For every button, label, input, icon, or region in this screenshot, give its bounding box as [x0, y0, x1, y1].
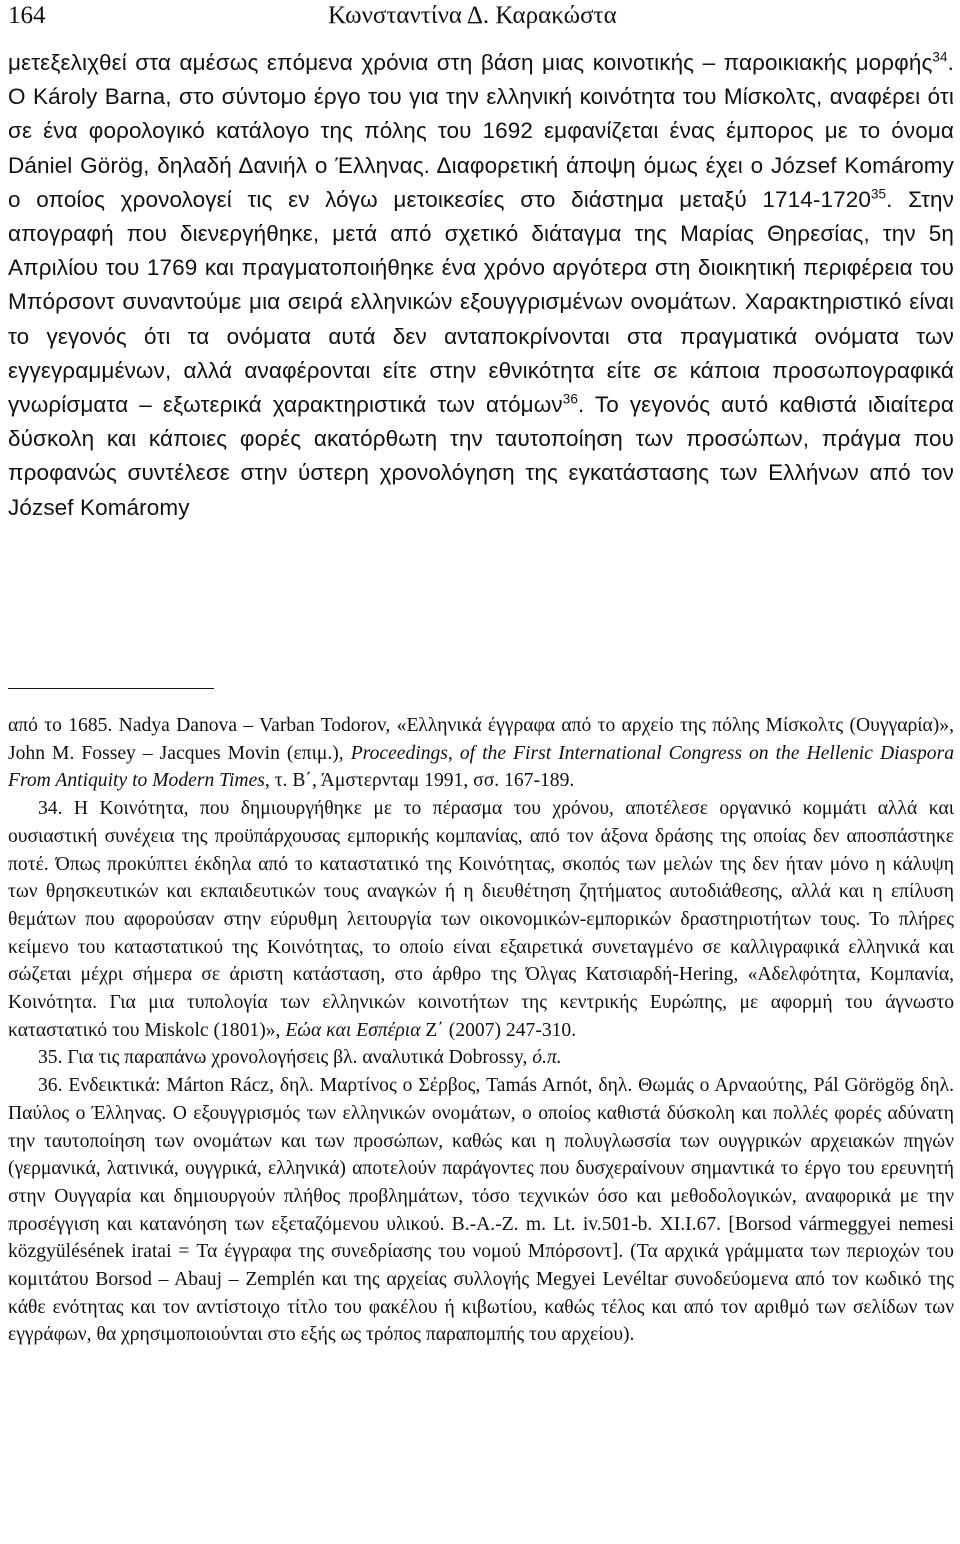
main-paragraph [8, 46, 954, 525]
footnotes [8, 712, 954, 1349]
footnote-ref-34: 34 [932, 49, 948, 65]
footnote-text: 34. Η Κοινότητα, που δημιουργήθηκε με το πέρασμα του χρόνου, αποτέλεσε οργανικό κομμάτι αλλά και ουσιαστική συνέχεια της προϋπάρχουσας εμπορικής κομπανίας, από τον άξονα δράσης της οποίας δεν αποσπάστηκε ποτέ. Όπως προκύπτει έκδηλα από το καταστατικό της Κοινότητας, σκοπός των μελών της δεν ήταν μόνο η κάλυψη των θρησκευτικών και εκπαιδευτικών τους αναγκών ή η διευθέτηση ζητήματος αυτοδιάθεσης, αλλά και η επίλυση θεμάτων που αφορούσαν στην εύρυθμη λειτουργία των οικονομικών-εμπορικών δραστηριοτήτων τους. Το πλήρες κείμενο του καταστατικού της Κοινότητας, το οποίο είναι εξαιρετικά συνεταγμένο σε καλλιγραφικά ελληνικά και σώζεται μέχρι σήμερα σε άριστη κατάσταση, στο άρθρο της Όλγας Κατσιαρδή-Hering, «Αδελφότητα, Κομπανία, Κοινότητα. Για μια τυπολογία των ελληνικών κοινοτήτων της κεντρικής Ευρώπης, με αφορμή του άγνωστο καταστατικό του Miskolc (1801)», [8, 798, 954, 1041]
page-number: 164 [8, 2, 46, 29]
footnote-separator [8, 688, 214, 689]
footnote-italic-title: Proceedings, of the First International Congress on the Hellenic Diaspora From Antiquity to Modern Times [8, 742, 954, 792]
text-segment: μετεξελιχθεί στα αμέσως επόμενα χρόνια στη βάση μιας κοινοτικής – παροικιακής μορφής [8, 50, 933, 75]
footnote-ref-36: 36 [562, 391, 578, 407]
footnote-text: 35. Για τις παραπάνω χρονολογήσεις βλ. αναλυτικά Dobrossy, [38, 1047, 533, 1069]
text-segment: . Ο Károly Barna, στο σύντομο έργο του για την ελληνική κοινότητα του Μίσκολτς, αναφέρει ότι σε ένα φορολογικό κατάλογο της πόλης του 1692 εμφανίζεται ένας έμπορος με το όνομα Dániel Görög, δηλαδή Δανιήλ ο Έλληνας. Διαφορετική άποψη όμως έχει ο József Komáromy ο οποίος χρονολογεί τις εν λόγω μετοικεσίες στο διάστημα μεταξύ 1714-1720 [8, 50, 954, 212]
footnote-ref-35: 35 [870, 186, 887, 202]
page-header [8, 0, 952, 40]
text-segment: . Το γεγονός αυτό καθιστά ιδιαίτερα δύσκολη και κάποιες φορές ακατόρθωτη την ταυτοποίηση των προσώπων, πράγμα που προφανώς συντέλεσε στην ύστερη χρονολόγηση της εγκατάστασης των Ελλήνων από τον József Komáromy [8, 392, 954, 520]
text-segment: . Στην απογραφή που διενεργήθηκε, μετά από σχετικό διάταγμα της Μαρίας Θηρεσίας, την 5η Απριλίου του 1769 και πραγματοποιήθηκε ένα χρόνο αργότερα στη διοικητική περιφέρεια του Μπόρσοντ συναντούμε μια σειρά ελληνικών εξουγγρισμένων ονομάτων. Χαρακτηριστικό είναι το γεγονός ότι τα ονόματα αυτά δεν ανταποκρίνονται στα πραγματικά ονόματα των εγγεγραμμένων, αλλά αναφέρονται είτε στην εθνικότητα είτε σε κάποια προσωπογραφικά γνωρίσματα – εξωτερικά χαρακτηριστικά των ατόμων [8, 186, 954, 418]
footnote-italic-title: Εώα και Εσπέρια [285, 1019, 421, 1041]
footnote-text: , τ. Β΄, Άμστερνταμ 1991, σσ. 167-189. [264, 770, 575, 792]
footnote-34 [8, 795, 954, 1044]
footnote-35 [8, 1044, 954, 1072]
footnote-italic-text: ό.π. [532, 1047, 562, 1069]
footnote-text: Ζ΄ (2007) 247-310. [420, 1019, 577, 1041]
main-text [8, 46, 954, 525]
footnote-text: από το 1685. Nadya Danova – Varban Todorov, «Ελληνικά έγγραφα από το αρχείο της πόλης Μίσκολτς (Ουγγαρία)», John M. Fossey – Jacques Movin (επιμ.), [8, 715, 954, 764]
footnote-36: 36. Ενδεικτικά: Márton Rácz, δηλ. Μαρτίνος ο Σέρβος, Tamás Arnót, δηλ. Θωμάς ο Αρναούτης, Pál Görögög δηλ. Παύλος ο Έλληνας. Ο εξουγγρισμός των ελληνικών ονομάτων, ο οποίος καθιστά δύσκολη και πολλές φορές αδύνατη την ταυτοποίηση των ονομάτων και των προσώπων, καθώς και η πολυγλωσσία των ουγγρικών αρχειακών πηγών (γερμανικά, λατινικά, ουγγρικά, ελληνικά) αποτελούν παράγοντες που δυσχεραίνουν σημαντικά το έργο του ερευνητή στην Ουγγαρία και δημιουργούν πλήθος προβλημάτων, τόσο τεχνικών όσο και μεθοδολογικών, αναφορικά με την προσέγγιση και κατανόηση των εξεταζόμενου υλικού. B.-A.-Z. m. Lt. iv.501-b. XI.I.67. [Borsod vármeggyei nemesi közgyülésének iratai = Τα έγγραφα της συνεδρίασης του νομού Μπόρσοντ]. (Τα αρχικά γράμματα των περιοχών του κομιτάτου Borsod – Abauj – Zemplén και της αρχείας συλλογής Megyei Levéltar συνοδεύομενα από τον κωδικό της κάθε ενότητας και τον αντίστοιχο τίτλο του φακέλου ή κιβωτίου, καθώς τέλος και από τον αριθμό των σελίδων των εγγράφων, θα χρησιμοποιούνται στο εξής ως τρόπος παραπομπής του αρχείου). [8, 1075, 954, 1346]
footnote-continuation [8, 712, 954, 795]
running-head: Κωνσταντίνα Δ. Καρακώστα [328, 2, 617, 29]
